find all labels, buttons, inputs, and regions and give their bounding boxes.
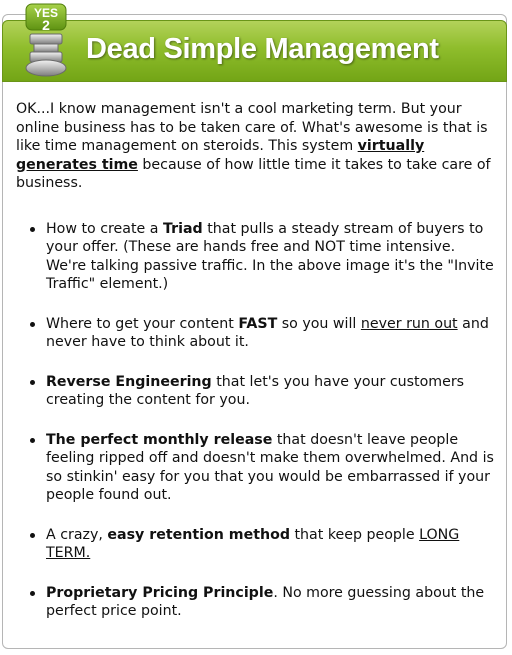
content-body (16, 100, 496, 642)
list-item: Proprietary Pricing Principle. No more guessing about the perfect price point. (46, 584, 496, 621)
bullet-icon (30, 227, 35, 232)
bullet-icon (30, 438, 35, 443)
list-item: The perfect monthly release that doesn't leave people feeling ripped off and doesn't make them overwhelmed. And is so stinkin' easy for you that you would be embarrassed if your people found out. (46, 431, 496, 505)
intro-paragraph: OK...I know management isn't a cool marketing term. But your online business has to be taken care of. What's awesome is that is like time management on steroids. This system virtually generates time because of how little time it takes to take care of business. (16, 101, 491, 191)
bullet-icon (30, 322, 35, 327)
badge-yes-text: YES (33, 6, 59, 20)
list-item: How to create a Triad that pulls a steady stream of buyers to your offer. (These are hands free and NOT time intensive. We're talking passive traffic. In the above image it's the "Invite Traffic" element.) (46, 220, 496, 294)
feature-list (16, 220, 496, 621)
list-item: Where to get your content FAST so you will never run out and never have to think about it. (46, 315, 496, 352)
list-item: Reverse Engineering that let's you have your customers creating the content for you. (46, 373, 496, 410)
bullet-icon (30, 533, 35, 538)
bullet-icon (30, 591, 35, 596)
section-title: Dead Simple Management (86, 33, 439, 65)
yes-2-badge-icon (10, 0, 82, 80)
list-item: A crazy, easy retention method that keep people LONG TERM. (46, 526, 496, 563)
bullet-icon (30, 380, 35, 385)
badge-number-text: 2 (42, 17, 50, 33)
